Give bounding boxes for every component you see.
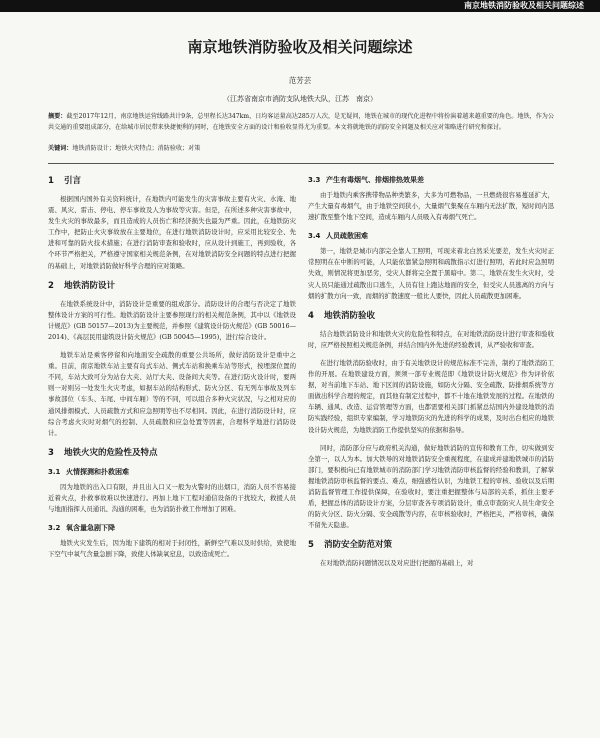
subsection-3-1-paragraph: 因为地铁的出入口有限，并且出入口又一般为火警时的出烟口，消防人员不容易接近着火点，扑救事故难以快速进行。再加上地下工程对通信设备的干扰较大，救援人员与地面指挥人员通讯、沟通的困难，也为消防扑救工作增加了困难。: [48, 482, 296, 513]
section-4-paragraph-3: 同时，消防部分应与政府机关沟通，做好地铁消防的宣传和教育工作，切实做到安全第一，以人为本。加大铁导的对地铁消防安全重视程度，在建成并建地铁城市的消防部门，要积极向已有地铁城市的消防部门学习地铁消防审核监督的经验和教训，了解掌握地铁消防审核监督的要点、难点，细强感性认识，为地铁工程的审核、验收以及后期消防监督管理工作提供保障，在验收时，要注重把握整体与局部的关系，抓住主要矛盾，把握总体的消防设计方案，分层审查各专项消防设计，重点审查防灾人员生命安全的防火分区、防火分隔、安全疏散等内容，在审核验收时，严格把关，严格审核，确保不留先天隐患。: [308, 443, 554, 530]
section-heading-3: 3 地铁火灾的危险性及特点: [48, 447, 158, 458]
subsection-3-2-paragraph: 地铁火灾发生后，因为地下建筑的相对于封闭性，新鲜空气难以及时供给，致使地下空气中氧气含量急剧下降，致使人体缺氧窒息，以致造成死亡。: [48, 539, 296, 559]
abstract-text: 截至2017年12月，南京地铁运营线路共计9条，总里程长达347km，日均客运量高达285万人次，是无疑问，地铁在城市的现代化进程中将扮演着越来越重要的角色。地铁，作为公共交通的重要组成部分，在给城市居民带来快捷便利的同时，在地铁安全方面的设计和验收显得尤为重要。本文将就地铁的消防安全问题及相关应对策略进行研究和探讨。: [48, 113, 555, 131]
abstract: [48, 112, 554, 133]
header-rule: [48, 163, 554, 164]
section-1-paragraph: 根据国内国外有关资料统计，在地铁内可能发生的灾害事故主要有火灾、水淹、地震、风灾、雷击、停电、停车事故及人为事故等灾害。但是，在所述多种灾害事故中，发生火灾的事故最多，而且造成的人员伤亡和经济损失也最为严重。因此，在地铁防灾工作中，把防止火灾事故放在主要地位，在进行地铁消防设计时，应采用比较安全、先进和可靠的防火技术措施；在进行消防审查和验收时，应从设计到施工，再到验收，各个环节严格把关，严格遵守国家相关规范条例，在对地铁消防安全问题的特点进行把握的基础上，对地铁消防做好科学合理的应对策略。: [48, 195, 296, 270]
section-2-paragraph-1: 在地铁系统设计中，消防设计是重要的组成部分。消防设计的合理与否决定了地铁整体设计方案的可行性。地铁消防设计主要参照现行的相关规范条例，其中以《地铁设计规范》(GB 50157—2013)为主要规范，并参照《建筑设计防火规范》(GB 50016—2014)、《高层民用建筑设计防火规范》(GB 50045—1995)，进行综合设计。: [48, 299, 296, 341]
paper-title: 南京地铁消防验收及相关问题综述: [187, 38, 413, 56]
section-2-paragraph-2: 地铁车站是乘客停留和向地面安全疏散的重要公共场所，做好消防设计是重中之重。目前，南京地铁车站主要有岛式车站、侧式车站和换乘车站等形式，按埋深位置的不同，车站大致可分为站台大夹、站厅大夹、设备间大夹等。在进行防火设计时，要两则一对则另一处发生火灾考虑，如据车站的结构形式、防火分区、有无列车事故及列车事故部位（车头、车尾、中间车厢）等的不同，可以组合多种火灾状况，与之相对应的通风排烟模式、人员疏散方式和应急照明等也不尽相同。因此，在进行消防设计时，应综合考虑火灾时对烟气的控制、人员疏散和应急处置等因素，合理科学地进行消防设计。: [48, 351, 296, 437]
paper-author: 范芳芸: [288, 76, 312, 85]
keywords-label: 关键词：: [48, 145, 73, 152]
running-header-bar: [0, 0, 600, 12]
abstract-label: 摘要：: [48, 113, 67, 120]
subsection-heading-3-3: 3.3 产生有毒烟气、排烟排热效果差: [308, 176, 424, 184]
section-4-paragraph-2: 在进行地铁消防验收时，由于有关地铁设计的规范标准不完善，制约了地铁消防工作的开展。在地铁建设方面，须须一部专业规范即《地铁设计防火规范》作为评价依据，对当前地下车站、地下区间的消防设施，如防火分隔、安全疏散、防排烟系统等方面做出科学合理的规定，而其他有制定过程中，都不十地在地铁发展的过程。在地铁的车辆、通风、改造、运营管理等方面，也都需要相关部门抓紧总结国内外建设地铁的消防实践经验，组织专家编制，学习地铁防灾的先进的科学的成果，及时出台相应的地铁设计防火规范，为地铁消防工作提供坚实的依据和指导。: [308, 358, 554, 434]
keywords: [48, 144, 554, 155]
subsection-3-4-paragraph: 第一，地铁是城市内部完全靠人工照明，可现来着北白然采光要差，发生火灾时正常照明在在中断的可能，人只能依靠紧急照明和疏散指示灯进行照明，若此时应急照明失效，则情况将更加恶劣，受灾人群将完全置于黑暗中。第二，地铁在发生火灾时，受灾人员只能通过疏散出口逃生，人员有往上跑达地面的安全，但受灾人员逃离的方向与烟的扩散方向一致，而烟的扩散速度一般比人要快，因此人员疏散更加困难。: [308, 247, 554, 300]
section-heading-2: 2 地铁消防设计: [48, 280, 116, 291]
subsection-heading-3-4: 3.4 人员疏散困难: [308, 232, 368, 241]
keywords-text: 地铁消防设计；地铁火灾特点；消防验收；对策: [72, 145, 201, 152]
subsection-3-3-paragraph: 由于地铁内乘客携带物品种类繁多，大多为可燃物品，一旦燃烧很容易蔓延扩大，产生大量有毒烟气，由于地铁空间狭小，大量烟气集聚在车厢内无法扩散，短时间内迅速扩散至整个地下空间，造成车厢内人员吸入有毒烟气死亡。: [308, 191, 554, 222]
subsection-heading-3-2: 3.2 氧含量急剧下降: [48, 524, 115, 533]
section-heading-4: 4 地铁消防验收: [308, 310, 376, 321]
section-heading-1: 1 引言: [48, 176, 82, 186]
paper-affiliation: （江苏省南京市消防支队地铁大队，江苏 南京）: [223, 95, 377, 103]
right-column: [308, 174, 554, 576]
section-5-paragraph: 在对地铁消防问题情况以及对应进行把握的基础上，对: [320, 559, 474, 568]
subsection-heading-3-1: 3.1 火情探测和扑救困难: [48, 467, 129, 476]
left-column: [48, 174, 296, 567]
section-heading-5: 5 消防安全防范对策: [308, 540, 393, 551]
running-header-title: 南京地铁消防验收及相关问题综述: [464, 1, 584, 10]
section-4-paragraph-1: 结合地铁消防设计和地铁火灾的危险性和特点，在对地铁消防设计进行审查和验收时，应严格按照相关规范条例，并结合国内外先进的经验教训，从严验收和审查。: [308, 329, 554, 349]
